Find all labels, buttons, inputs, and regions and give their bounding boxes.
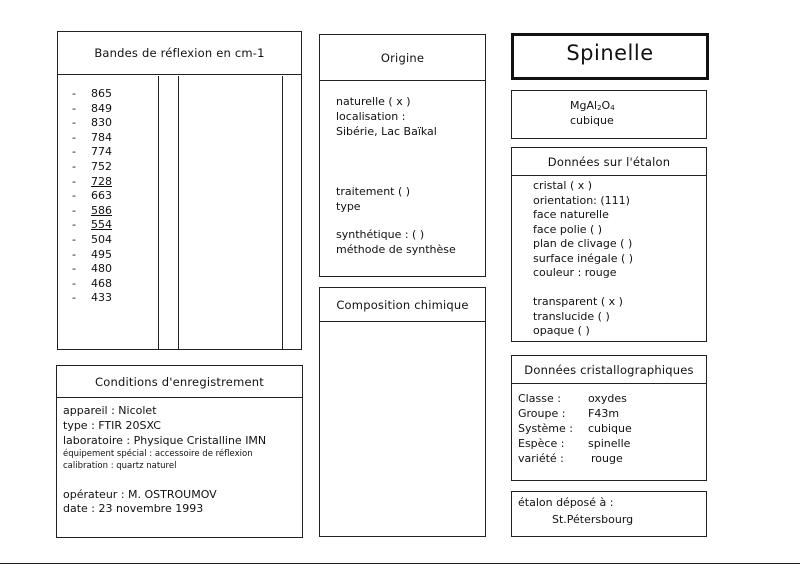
etalon-line: cristal ( x ) xyxy=(533,179,593,192)
cristallo-value: spinelle xyxy=(588,437,631,450)
cristallo-panel xyxy=(511,355,707,481)
conditions-type: type : FTIR 20SXC xyxy=(63,419,161,432)
band-value: 480 xyxy=(91,262,112,276)
band-dash: - xyxy=(72,101,76,115)
bands-divider-2 xyxy=(178,76,179,349)
band-value: 865 xyxy=(91,87,112,100)
band-value: 433 xyxy=(91,291,112,305)
etalon-optical-line: translucide ( ) xyxy=(533,309,610,323)
conditions-calibration: calibration : quartz naturel xyxy=(63,461,177,471)
cristallo-value: cubique xyxy=(588,422,632,435)
bands-divider-1 xyxy=(158,76,159,349)
band-dash: - xyxy=(72,247,76,261)
etalon-line: couleur : rouge xyxy=(533,266,617,279)
composition-title: Composition chimique xyxy=(320,288,485,322)
origine-methode: méthode de synthèse xyxy=(336,243,456,256)
conditions-panel xyxy=(56,365,303,538)
etalon-optical-line: opaque ( ) xyxy=(533,324,590,337)
band-dash: - xyxy=(72,189,76,203)
formula-box xyxy=(511,90,707,139)
band-value: 586 xyxy=(91,203,112,217)
band-dash: - xyxy=(72,160,76,173)
cristallo-value: F43m xyxy=(588,407,620,420)
etalon-optical-line: transparent ( x ) xyxy=(533,295,623,308)
origine-panel xyxy=(319,34,486,277)
depot-label: étalon déposé à : xyxy=(518,496,614,509)
band-dash: - xyxy=(72,174,76,188)
origine-synthetique: synthétique : ( ) xyxy=(336,228,425,241)
band-value: 784 xyxy=(91,130,112,144)
etalon-title: Données sur l'étalon xyxy=(512,148,706,176)
band-value: 468 xyxy=(91,276,112,290)
band-dash: - xyxy=(72,203,76,217)
bands-divider-3 xyxy=(282,76,283,349)
conditions-operateur: opérateur : M. OSTROUMOV xyxy=(63,488,217,501)
depot-place: St.Pétersbourg xyxy=(552,513,634,526)
depot-panel xyxy=(511,491,707,537)
cristallo-value: oxydes xyxy=(588,392,627,405)
mineral-name: Spinelle xyxy=(566,41,654,65)
bands-panel xyxy=(57,31,302,350)
conditions-title: Conditions d'enregistrement xyxy=(57,366,302,398)
origine-type: type xyxy=(336,200,361,213)
cristallo-label: Espèce : xyxy=(518,437,565,450)
band-dash: - xyxy=(72,116,76,130)
etalon-line: face polie ( ) xyxy=(533,222,603,236)
band-dash: - xyxy=(72,233,76,246)
conditions-equipement: équipement spécial : accessoire de réflexion xyxy=(63,449,253,459)
band-value: 495 xyxy=(91,247,112,261)
band-value: 554 xyxy=(91,218,112,232)
band-dash: - xyxy=(72,262,76,276)
origine-naturelle: naturelle ( x ) xyxy=(336,95,411,108)
cristallo-label: Classe : xyxy=(518,392,561,405)
band-dash: - xyxy=(72,130,76,144)
cristallo-title: Données cristallographiques xyxy=(512,356,706,384)
band-value: 830 xyxy=(91,116,112,130)
band-dash: - xyxy=(72,291,76,305)
band-value: 728 xyxy=(91,174,112,188)
etalon-line: orientation: (111) xyxy=(533,193,630,207)
cristallo-label: variété : xyxy=(518,452,564,465)
band-dash: - xyxy=(72,145,76,159)
band-dash: - xyxy=(72,87,76,100)
etalon-line: surface inégale ( ) xyxy=(533,251,634,265)
band-value: 752 xyxy=(91,160,112,173)
conditions-appareil: appareil : Nicolet xyxy=(63,404,157,417)
mineral-system: cubique xyxy=(570,114,614,127)
band-dash: - xyxy=(72,276,76,290)
band-value: 849 xyxy=(91,101,112,115)
mineral-formula: MgAl2O4 xyxy=(570,99,615,112)
composition-panel xyxy=(319,287,486,537)
etalon-line: face naturelle xyxy=(533,208,609,221)
page-bottom-rule xyxy=(0,563,800,564)
origine-localisation-value: Sibérie, Lac Baïkal xyxy=(336,125,437,138)
origine-title: Origine xyxy=(320,35,485,81)
cristallo-label: Système : xyxy=(518,422,573,435)
conditions-date: date : 23 novembre 1993 xyxy=(63,502,204,515)
origine-traitement: traitement ( ) xyxy=(336,185,411,198)
cristallo-label: Groupe : xyxy=(518,407,566,420)
band-value: 774 xyxy=(91,145,112,159)
conditions-laboratoire: laboratoire : Physique Cristalline IMN xyxy=(63,434,267,447)
band-value: 663 xyxy=(91,189,112,203)
mineral-title-box xyxy=(511,33,709,80)
band-value: 504 xyxy=(91,233,112,246)
etalon-line: plan de clivage ( ) xyxy=(533,237,633,250)
bands-title: Bandes de réflexion en cm-1 xyxy=(58,32,301,75)
etalon-panel xyxy=(511,147,707,342)
origine-localisation: localisation : xyxy=(336,110,406,123)
cristallo-value: rouge xyxy=(591,452,623,465)
band-dash: - xyxy=(72,218,76,232)
